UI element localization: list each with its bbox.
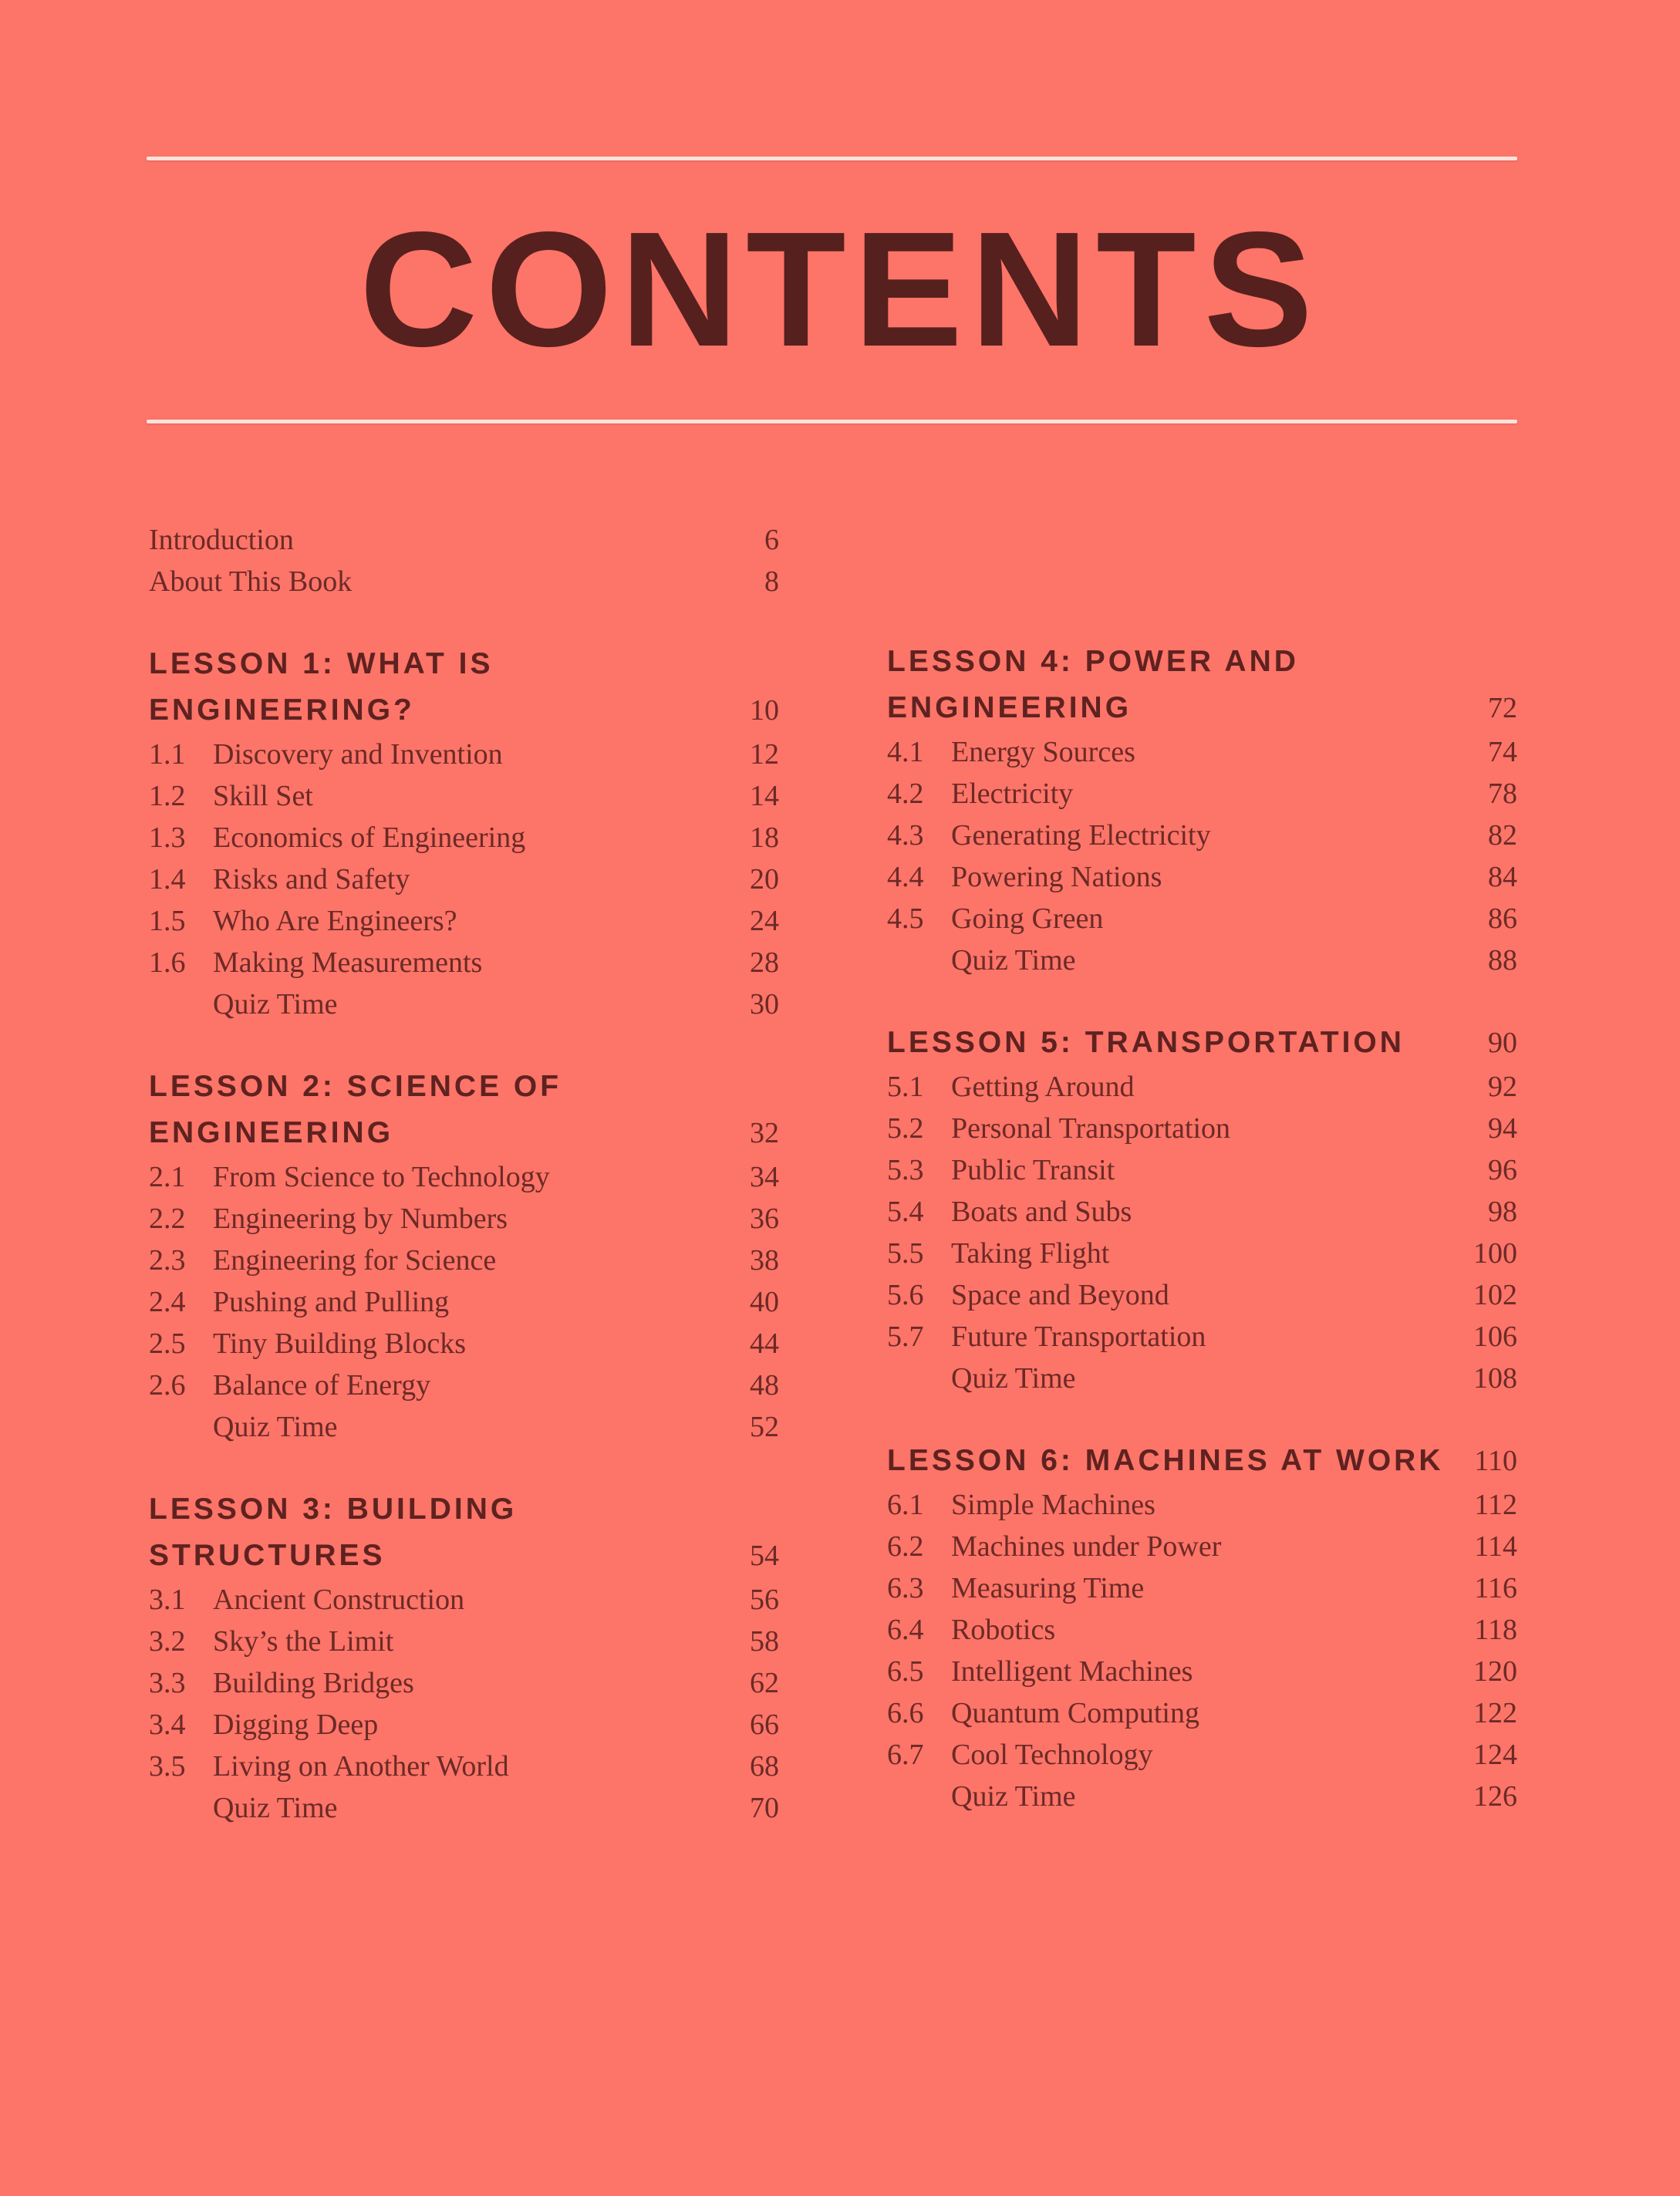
entry-page: 88 bbox=[1488, 944, 1517, 977]
entry-label: Quiz Time bbox=[951, 944, 1076, 977]
toc-entry[interactable] bbox=[149, 1662, 779, 1704]
lesson-heading[interactable] bbox=[149, 641, 779, 734]
toc-entry[interactable] bbox=[887, 773, 1517, 815]
toc-entry[interactable] bbox=[887, 1567, 1517, 1609]
entry-number: 6.7 bbox=[887, 1739, 924, 1771]
toc-entry[interactable] bbox=[149, 1579, 779, 1621]
entry-page: 70 bbox=[750, 1792, 779, 1824]
entry-label: Boats and Subs bbox=[951, 1196, 1132, 1228]
toc-entry[interactable] bbox=[887, 1484, 1517, 1526]
entry-number: 2.1 bbox=[149, 1161, 186, 1193]
entry-label: Pushing and Pulling bbox=[213, 1286, 450, 1318]
entry-label: Going Green bbox=[951, 902, 1104, 935]
entry-page: 56 bbox=[750, 1584, 779, 1616]
toc-entry[interactable] bbox=[887, 1274, 1517, 1316]
lesson-title: LESSON 4: POWER AND ENGINEERING bbox=[887, 645, 1299, 724]
entry-page: 118 bbox=[1474, 1614, 1517, 1646]
entry-label: Electricity bbox=[951, 778, 1074, 810]
entry-page: 120 bbox=[1473, 1655, 1517, 1688]
entry-label: Engineering by Numbers bbox=[213, 1203, 508, 1235]
entry-label: Quiz Time bbox=[951, 1362, 1076, 1395]
entry-label: Sky’s the Limit bbox=[213, 1625, 394, 1658]
entry-page: 114 bbox=[1474, 1530, 1517, 1563]
entry-page: 40 bbox=[750, 1286, 779, 1318]
entry-label: Making Measurements bbox=[213, 946, 483, 979]
entry-number: 6.4 bbox=[887, 1614, 924, 1646]
entry-label: Ancient Construction bbox=[213, 1584, 465, 1616]
entry-page: 74 bbox=[1488, 736, 1517, 768]
entry-number: 2.5 bbox=[149, 1327, 186, 1360]
lesson-title: LESSON 2: SCIENCE OF ENGINEERING bbox=[149, 1070, 562, 1149]
entry-number: 5.6 bbox=[887, 1279, 924, 1311]
entry-page: 122 bbox=[1473, 1697, 1517, 1729]
entry-label: Intelligent Machines bbox=[951, 1655, 1193, 1688]
toc-entry[interactable] bbox=[887, 1233, 1517, 1274]
entry-page: 14 bbox=[750, 780, 779, 812]
entry-number: 2.4 bbox=[149, 1286, 186, 1318]
entry-page: 78 bbox=[1488, 778, 1517, 810]
toc-entry[interactable] bbox=[887, 898, 1517, 939]
entry-number: 5.2 bbox=[887, 1112, 924, 1145]
entry-page: 58 bbox=[750, 1625, 779, 1658]
entry-number: 2.3 bbox=[149, 1244, 186, 1277]
entry-number: 1.5 bbox=[149, 905, 186, 937]
toc-entry[interactable] bbox=[149, 1704, 779, 1746]
entry-label: Simple Machines bbox=[951, 1489, 1155, 1521]
entry-label: Engineering for Science bbox=[213, 1244, 497, 1277]
bottom-divider-rule bbox=[147, 420, 1517, 423]
entry-label: Future Transportation bbox=[951, 1321, 1206, 1353]
entry-label: Who Are Engineers? bbox=[213, 905, 457, 937]
entry-label: Getting Around bbox=[951, 1071, 1135, 1103]
toc-entry[interactable] bbox=[887, 815, 1517, 856]
entry-page: 12 bbox=[750, 738, 779, 771]
entry-page: 34 bbox=[750, 1161, 779, 1193]
entry-label: Public Transit bbox=[951, 1154, 1115, 1186]
entry-number: 4.1 bbox=[887, 736, 924, 768]
toc-entry[interactable] bbox=[887, 1651, 1517, 1692]
toc-entry[interactable] bbox=[149, 900, 779, 942]
toc-entry[interactable] bbox=[149, 983, 779, 1025]
entry-page: 28 bbox=[750, 946, 779, 979]
entry-label: Digging Deep bbox=[213, 1709, 379, 1741]
toc-entry[interactable] bbox=[887, 1066, 1517, 1108]
toc-entry[interactable] bbox=[149, 734, 779, 775]
entry-label: Discovery and Invention bbox=[213, 738, 503, 771]
entry-label: Taking Flight bbox=[951, 1237, 1110, 1270]
lesson-1-section bbox=[149, 641, 779, 1025]
lesson-2-section bbox=[149, 1064, 779, 1448]
lesson-page: 72 bbox=[1488, 692, 1517, 724]
entry-number bbox=[149, 1787, 213, 1829]
entry-number: 1.6 bbox=[149, 946, 186, 979]
toc-entry-introduction[interactable] bbox=[149, 519, 779, 561]
toc-entry[interactable] bbox=[149, 1281, 779, 1323]
entry-label: Machines under Power bbox=[951, 1530, 1222, 1563]
toc-entry[interactable] bbox=[887, 1108, 1517, 1149]
toc-entry[interactable] bbox=[887, 1776, 1517, 1817]
entry-number: 5.4 bbox=[887, 1196, 924, 1228]
entry-number bbox=[887, 1358, 951, 1399]
entry-number: 1.3 bbox=[149, 821, 186, 854]
entry-label: About This Book bbox=[149, 565, 353, 598]
entry-label: Balance of Energy bbox=[213, 1369, 431, 1402]
lesson-title: LESSON 3: BUILDING STRUCTURES bbox=[149, 1493, 518, 1572]
lesson-heading[interactable] bbox=[887, 1020, 1517, 1066]
entry-number: 1.1 bbox=[149, 738, 186, 771]
entry-page: 82 bbox=[1488, 819, 1517, 852]
entry-number: 4.3 bbox=[887, 819, 924, 852]
lesson-page: 90 bbox=[1488, 1027, 1517, 1059]
toc-entry[interactable] bbox=[887, 856, 1517, 898]
entry-label: Personal Transportation bbox=[951, 1112, 1231, 1145]
lesson-page: 10 bbox=[750, 694, 779, 727]
entry-page: 108 bbox=[1473, 1362, 1517, 1395]
toc-entry[interactable] bbox=[149, 858, 779, 900]
entry-number: 1.2 bbox=[149, 780, 186, 812]
entry-number: 2.2 bbox=[149, 1203, 186, 1235]
entry-number bbox=[149, 983, 213, 1025]
toc-entry[interactable] bbox=[149, 1323, 779, 1364]
entry-number: 1.4 bbox=[149, 863, 186, 896]
toc-entry[interactable] bbox=[887, 1316, 1517, 1358]
lesson-page: 32 bbox=[750, 1117, 779, 1149]
toc-entry[interactable] bbox=[149, 1621, 779, 1662]
entry-page: 52 bbox=[750, 1411, 779, 1443]
entry-page: 84 bbox=[1488, 861, 1517, 893]
toc-entry[interactable] bbox=[887, 1358, 1517, 1399]
entry-page: 98 bbox=[1488, 1196, 1517, 1228]
toc-entry[interactable] bbox=[887, 731, 1517, 773]
entry-number: 3.2 bbox=[149, 1625, 186, 1658]
toc-entry[interactable] bbox=[887, 1149, 1517, 1191]
entry-label: Robotics bbox=[951, 1614, 1056, 1646]
entry-number: 5.3 bbox=[887, 1154, 924, 1186]
entry-label: Quiz Time bbox=[951, 1780, 1076, 1813]
toc-entry[interactable] bbox=[887, 1526, 1517, 1567]
entry-label: Measuring Time bbox=[951, 1572, 1145, 1604]
lesson-title: LESSON 1: WHAT IS ENGINEERING? bbox=[149, 647, 494, 727]
entry-page: 44 bbox=[750, 1327, 779, 1360]
top-divider-rule bbox=[147, 157, 1517, 160]
toc-entry[interactable] bbox=[149, 775, 779, 817]
toc-right-column bbox=[887, 639, 1517, 1817]
entry-label: Tiny Building Blocks bbox=[213, 1327, 467, 1360]
entry-page: 62 bbox=[750, 1667, 779, 1699]
entry-label: Introduction bbox=[149, 524, 294, 556]
entry-page: 6 bbox=[764, 524, 779, 556]
entry-page: 86 bbox=[1488, 902, 1517, 935]
entry-label: Economics of Engineering bbox=[213, 821, 526, 854]
toc-entry[interactable] bbox=[887, 1734, 1517, 1776]
entry-label: Quiz Time bbox=[213, 1792, 338, 1824]
entry-number: 3.3 bbox=[149, 1667, 186, 1699]
entry-number: 6.2 bbox=[887, 1530, 924, 1563]
lesson-heading[interactable] bbox=[887, 1438, 1517, 1484]
entry-label: Building Bridges bbox=[213, 1667, 414, 1699]
entry-page: 30 bbox=[750, 988, 779, 1020]
entry-page: 96 bbox=[1488, 1154, 1517, 1186]
entry-label: Generating Electricity bbox=[951, 819, 1211, 852]
lesson-heading[interactable] bbox=[149, 1064, 779, 1156]
entry-number: 6.1 bbox=[887, 1489, 924, 1521]
entry-page: 100 bbox=[1473, 1237, 1517, 1270]
entry-number: 3.1 bbox=[149, 1584, 186, 1616]
lesson-title: LESSON 5: TRANSPORTATION bbox=[887, 1026, 1405, 1059]
entry-label: Space and Beyond bbox=[951, 1279, 1169, 1311]
entry-label: Living on Another World bbox=[213, 1750, 509, 1783]
lesson-5-section bbox=[887, 1020, 1517, 1399]
entry-page: 18 bbox=[750, 821, 779, 854]
entry-page: 38 bbox=[750, 1244, 779, 1277]
entry-number: 4.2 bbox=[887, 778, 924, 810]
toc-entry[interactable] bbox=[149, 1787, 779, 1829]
entry-page: 66 bbox=[750, 1709, 779, 1741]
toc-entry[interactable] bbox=[149, 1364, 779, 1406]
toc-entry[interactable] bbox=[887, 1609, 1517, 1651]
entry-number: 2.6 bbox=[149, 1369, 186, 1402]
entry-number: 3.5 bbox=[149, 1750, 186, 1783]
entry-page: 92 bbox=[1488, 1071, 1517, 1103]
entry-page: 126 bbox=[1473, 1780, 1517, 1813]
entry-page: 20 bbox=[750, 863, 779, 896]
entry-label: Cool Technology bbox=[951, 1739, 1153, 1771]
lesson-6-section bbox=[887, 1438, 1517, 1817]
front-matter bbox=[149, 519, 779, 602]
page-title: CONTENTS bbox=[359, 197, 1321, 380]
entry-page: 48 bbox=[750, 1369, 779, 1402]
toc-entry[interactable] bbox=[149, 1198, 779, 1240]
lesson-3-section bbox=[149, 1486, 779, 1829]
entry-page: 106 bbox=[1473, 1321, 1517, 1353]
toc-entry[interactable] bbox=[149, 942, 779, 983]
toc-entry[interactable] bbox=[149, 1240, 779, 1281]
entry-number: 4.4 bbox=[887, 861, 924, 893]
entry-number bbox=[887, 939, 951, 981]
entry-label: Quiz Time bbox=[213, 1411, 338, 1443]
toc-left-column bbox=[149, 519, 779, 1829]
lesson-4-section bbox=[887, 639, 1517, 981]
entry-page: 8 bbox=[764, 565, 779, 598]
entry-number bbox=[149, 1406, 213, 1448]
toc-entry[interactable] bbox=[887, 939, 1517, 981]
lesson-page: 110 bbox=[1474, 1445, 1517, 1477]
entry-label: Energy Sources bbox=[951, 736, 1135, 768]
toc-entry[interactable] bbox=[887, 1191, 1517, 1233]
toc-entry[interactable] bbox=[149, 817, 779, 858]
entry-label: Skill Set bbox=[213, 780, 313, 812]
entry-page: 36 bbox=[750, 1203, 779, 1235]
entry-label: Quiz Time bbox=[213, 988, 338, 1020]
entry-page: 24 bbox=[750, 905, 779, 937]
toc-entry[interactable] bbox=[149, 1746, 779, 1787]
entry-number: 5.5 bbox=[887, 1237, 924, 1270]
entry-label: Risks and Safety bbox=[213, 863, 410, 896]
entry-page: 68 bbox=[750, 1750, 779, 1783]
lesson-page: 54 bbox=[750, 1540, 779, 1572]
lesson-heading[interactable] bbox=[887, 639, 1517, 731]
entry-page: 124 bbox=[1473, 1739, 1517, 1771]
entry-page: 116 bbox=[1474, 1572, 1517, 1604]
entry-number: 5.1 bbox=[887, 1071, 924, 1103]
entry-label: Powering Nations bbox=[951, 861, 1162, 893]
entry-number: 6.6 bbox=[887, 1697, 924, 1729]
entry-number: 6.3 bbox=[887, 1572, 924, 1604]
entry-label: Quantum Computing bbox=[951, 1697, 1199, 1729]
toc-entry[interactable] bbox=[887, 1692, 1517, 1734]
entry-label: From Science to Technology bbox=[213, 1161, 550, 1193]
entry-page: 94 bbox=[1488, 1112, 1517, 1145]
toc-entry[interactable] bbox=[149, 1406, 779, 1448]
entry-page: 112 bbox=[1474, 1489, 1517, 1521]
lesson-title: LESSON 6: MACHINES AT WORK bbox=[887, 1444, 1444, 1477]
entry-number: 5.7 bbox=[887, 1321, 924, 1353]
toc-entry[interactable] bbox=[149, 1156, 779, 1198]
entry-number bbox=[887, 1776, 951, 1817]
entry-number: 6.5 bbox=[887, 1655, 924, 1688]
entry-number: 3.4 bbox=[149, 1709, 186, 1741]
entry-number: 4.5 bbox=[887, 902, 924, 935]
lesson-heading[interactable] bbox=[149, 1486, 779, 1579]
entry-page: 102 bbox=[1473, 1279, 1517, 1311]
toc-entry-about-this-book[interactable] bbox=[149, 561, 779, 602]
